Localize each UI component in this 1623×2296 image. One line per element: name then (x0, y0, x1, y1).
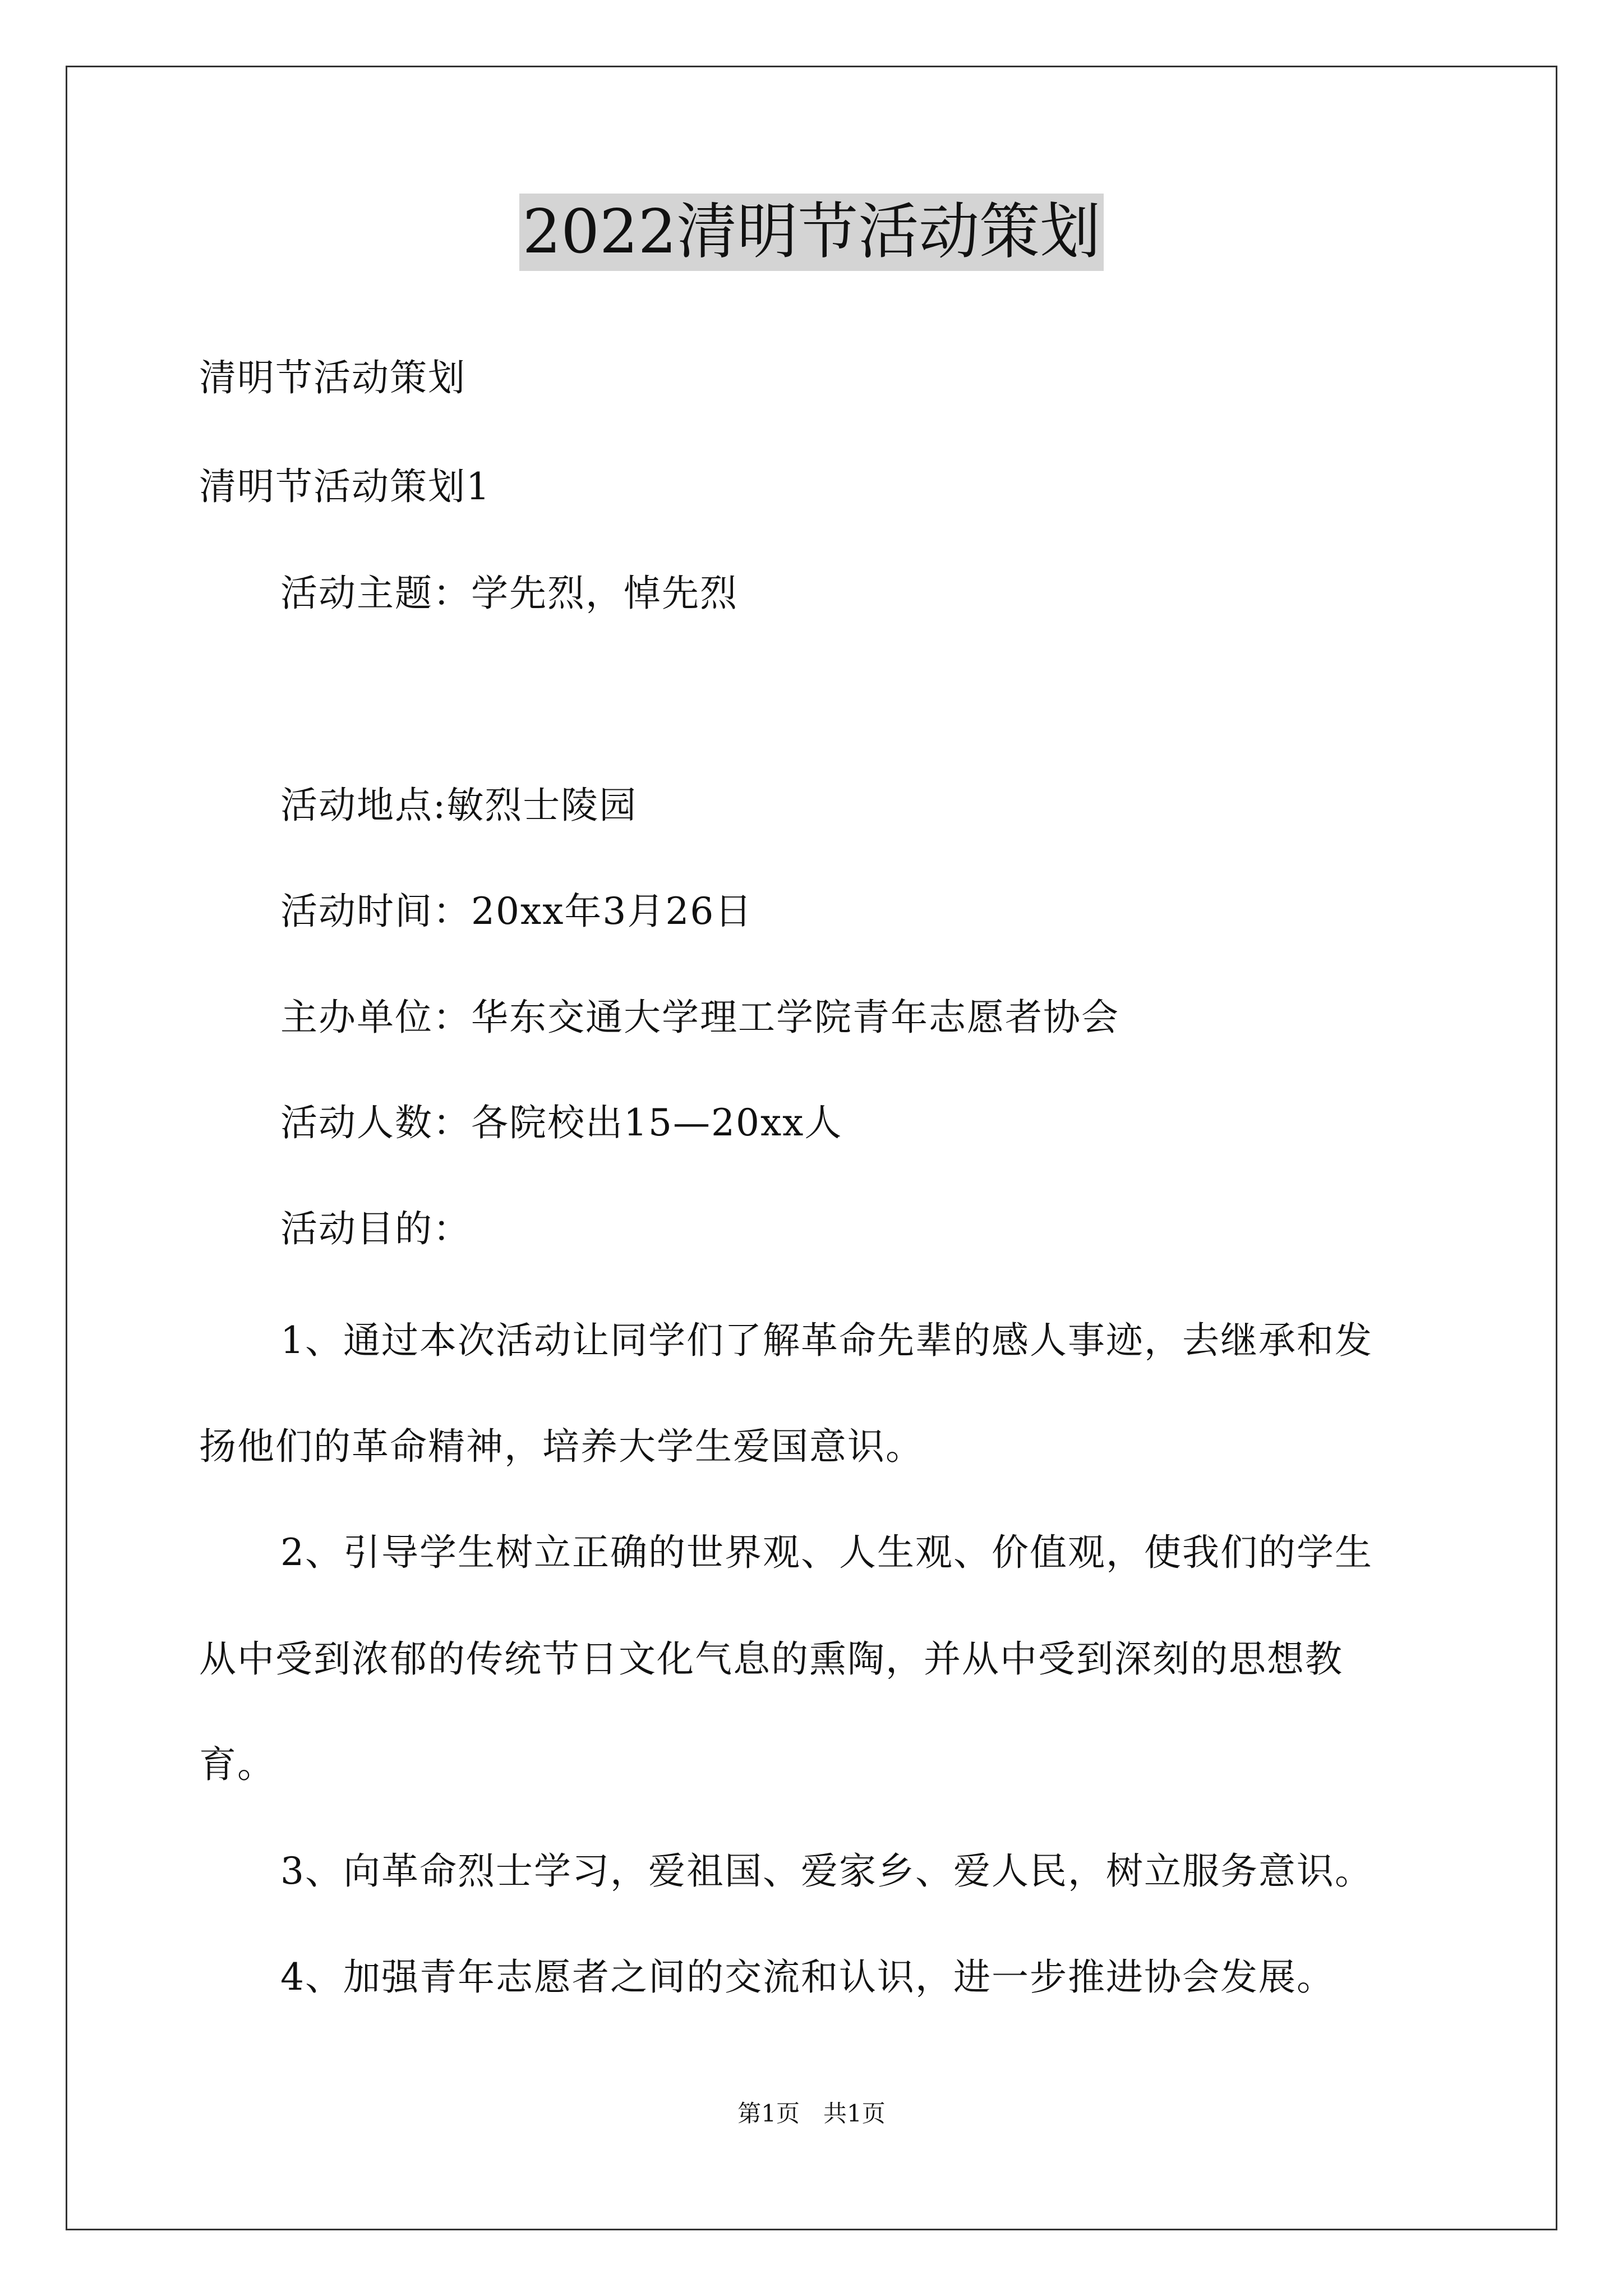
item-time: 活动时间：20xx年3月26日 (280, 890, 753, 933)
item-organizer: 主办单位：华东交通大学理工学院青年志愿者协会 (280, 996, 1119, 1039)
purpose-2-line-3: 育。 (199, 1743, 275, 1786)
document-subheading: 清明节活动策划1 (199, 465, 491, 508)
item-participants: 活动人数：各院校出15—20xx人 (280, 1101, 843, 1144)
purpose-1-line-1: 1、通过本次活动让同学们了解革命先辈的感人事迹，去继承和发 (280, 1319, 1373, 1362)
purpose-2-line-1: 2、引导学生树立正确的世界观、人生观、价值观，使我们的学生 (280, 1531, 1373, 1574)
page-footer: 第1页 共1页 (737, 2100, 886, 2127)
purpose-1-line-2: 扬他们的革命精神，培养大学生爱国意识。 (199, 1425, 924, 1468)
item-purpose-label: 活动目的： (280, 1207, 471, 1250)
purpose-2-line-2: 从中受到浓郁的传统节日文化气息的熏陶，并从中受到深刻的思想教 (199, 1637, 1343, 1681)
item-theme: 活动主题：学先烈，悼先烈 (280, 572, 738, 615)
document-title (0, 194, 1623, 271)
item-location: 活动地点:敏烈士陵园 (280, 784, 638, 827)
purpose-3-line-1: 3、向革命烈士学习，爱祖国、爱家乡、爱人民，树立服务意识。 (280, 1849, 1373, 1893)
purpose-4-line-1: 4、加强青年志愿者之间的交流和认识，进一步推进协会发展。 (280, 1955, 1335, 1999)
document-title-text: 2022清明节活动策划 (519, 194, 1104, 271)
document-heading: 清明节活动策划 (199, 356, 466, 399)
